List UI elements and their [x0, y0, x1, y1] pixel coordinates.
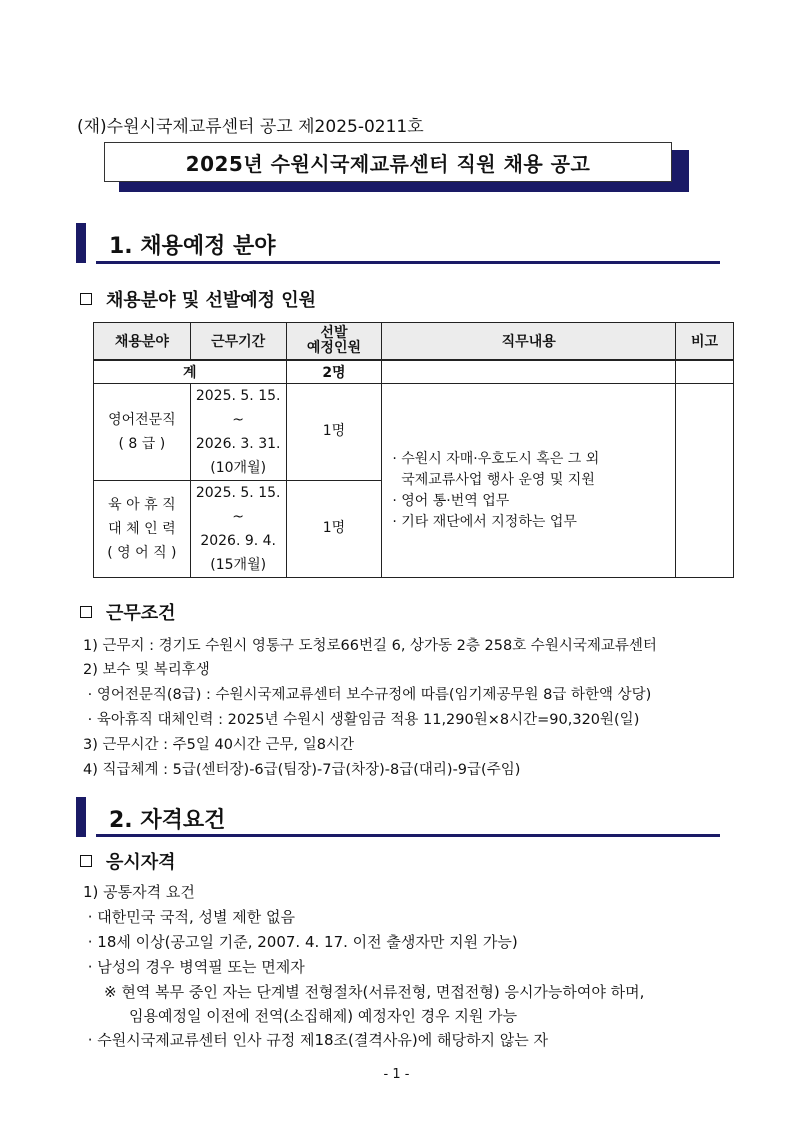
recruitment-table: [93, 322, 734, 578]
duty-line: 국제교류사업 행사 운영 및 지원: [392, 471, 595, 488]
period-sep: ~: [232, 509, 245, 525]
eligibility-line: · 대한민국 국적, 성별 제한 없음: [83, 908, 296, 926]
total-duty-empty: [382, 360, 676, 384]
total-count: 2명: [286, 360, 382, 384]
eligibility-line: · 남성의 경우 병역필 또는 면제자: [83, 958, 305, 976]
eligibility-note: ※ 현역 복무 중인 자는 단계별 전형절차(서류전형, 면접전형) 응시가능하여야 하며,: [104, 983, 645, 1001]
count-cell: 1명: [286, 384, 382, 481]
field-text: ( 8 급 ): [118, 436, 166, 452]
header-remarks: 비고: [676, 323, 734, 361]
table-row: [94, 384, 734, 481]
subheading-recruit-fields: [80, 286, 316, 312]
duty-cell: [382, 384, 676, 578]
field-text: 육 아 휴 직: [108, 497, 176, 513]
page-title: 2025년 수원시국제교류센터 직원 채용 공고: [104, 142, 672, 182]
condition-line: 3) 근무시간 : 주5일 40시간 근무, 일8시간: [83, 737, 355, 753]
duty-line: · 기타 재단에서 지정하는 업무: [392, 513, 577, 530]
square-bullet-icon: [80, 293, 92, 305]
subheading-work-conditions: [80, 599, 176, 625]
header-field: 채용분야: [94, 323, 191, 361]
section-marker: [76, 797, 86, 837]
subheading-eligibility: [80, 848, 176, 874]
condition-line: 1) 근무지 : 경기도 수원시 영통구 도청로66번길 6, 상가동 2층 258호 수원시국제교류센터: [83, 638, 657, 654]
period-sep: ~: [232, 412, 245, 428]
table-header-row: [94, 323, 734, 361]
section-divider: [96, 261, 720, 264]
field-cell: [94, 384, 191, 481]
subheading-label: 채용분야 및 선발예정 인원: [106, 290, 317, 311]
condition-line: 2) 보수 및 복리후생: [83, 662, 210, 678]
section-marker: [76, 223, 86, 263]
section-1-title: 1. 채용예정 분야: [109, 234, 276, 259]
period-end: 2026. 3. 31.: [195, 436, 281, 452]
condition-line: 4) 직급체계 : 5급(센터장)-6급(팀장)-7급(차장)-8급(대리)-9급(주임): [83, 762, 521, 778]
square-bullet-icon: [80, 606, 92, 618]
period-cell: [190, 481, 286, 578]
header-period: 근무기간: [190, 323, 286, 361]
condition-line: · 육아휴직 대체인력 : 2025년 수원시 생활임금 적용 11,290원×8시간=90,320원(일): [83, 712, 640, 728]
section-2-title: 2. 자격요건: [109, 808, 226, 833]
period-months: (10개월): [210, 460, 267, 476]
field-cell: [94, 481, 191, 578]
square-bullet-icon: [80, 855, 92, 867]
period-start: 2025. 5. 15.: [195, 388, 281, 404]
period-months: (15개월): [210, 557, 267, 573]
field-text: 대 체 인 력: [108, 521, 176, 537]
condition-line: · 영어전문직(8급) : 수원시국제교류센터 보수규정에 따름(임기제공무원 8급 하한액 상당): [83, 687, 652, 703]
count-cell: 1명: [286, 481, 382, 578]
field-text: ( 영 어 직 ): [107, 545, 177, 561]
header-duty: 직무내용: [382, 323, 676, 361]
total-remarks-empty: [676, 360, 734, 384]
header-count: 선발 예정인원: [286, 323, 382, 361]
subheading-label: 응시자격: [106, 852, 176, 873]
duty-line: · 영어 통·번역 업무: [392, 492, 510, 509]
table-row-total: [94, 360, 734, 384]
remarks-cell: [676, 384, 734, 578]
eligibility-line: · 수원시국제교류센터 인사 규정 제18조(결격사유)에 해당하지 않는 자: [83, 1031, 548, 1049]
notice-number: (재)수원시국제교류센터 공고 제2025-0211호: [77, 117, 424, 137]
period-start: 2025. 5. 15.: [195, 485, 281, 501]
total-label: 계: [94, 360, 287, 384]
period-cell: [190, 384, 286, 481]
eligibility-note: 임용예정일 이전에 전역(소집해제) 예정자인 경우 지원 가능: [129, 1007, 518, 1025]
field-text: 영어전문직: [108, 412, 176, 428]
period-end: 2026. 9. 4.: [200, 533, 277, 549]
duty-line: · 수원시 자매·우호도시 혹은 그 외: [392, 450, 600, 467]
page-number: - 1 -: [383, 1067, 410, 1082]
subheading-label: 근무조건: [106, 603, 176, 624]
section-divider: [96, 834, 720, 837]
eligibility-line: · 18세 이상(공고일 기준, 2007. 4. 17. 이전 출생자만 지원 가능): [83, 933, 518, 951]
eligibility-line: 1) 공통자격 요건: [83, 883, 195, 901]
